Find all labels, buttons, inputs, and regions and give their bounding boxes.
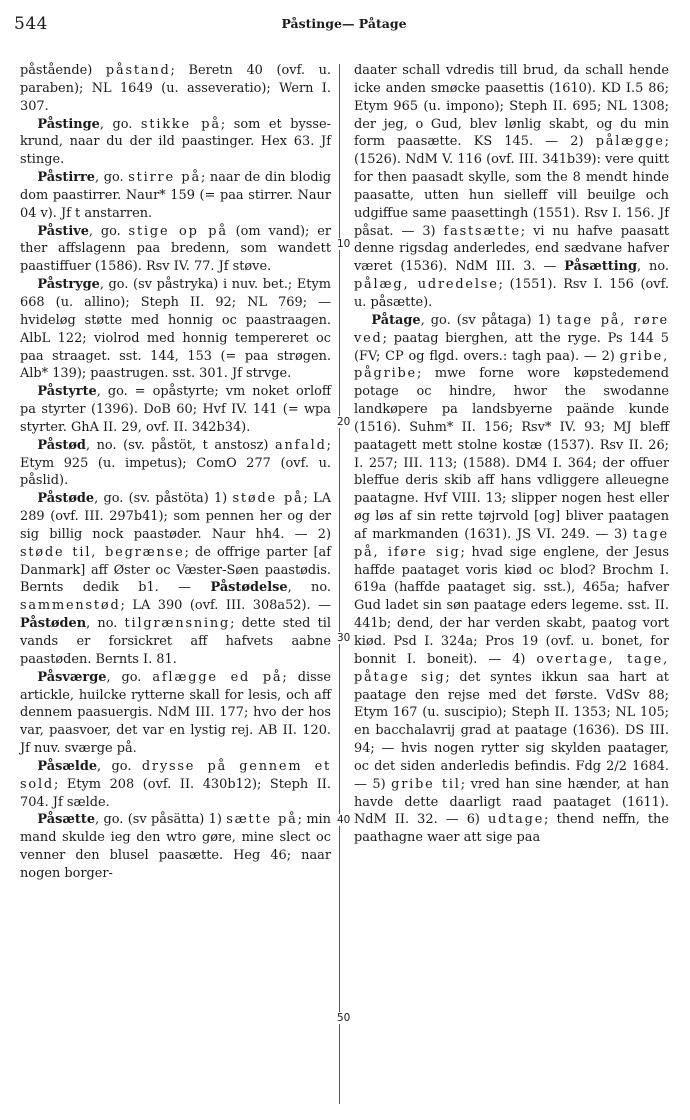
entry-continuation: daater schall vdredis till brud, da schall hende icke anden smøcke paasettis (1610). KD I.5 86; Etym 965 (u. impono); Steph II. 695; NL 1308; der jeg, o Gud, blev lønlig skabt, og du min form paasætte. KS 145. — 2) pålægge; (1526). NdM V. 116 (ovf. III. 341b39): vere quitt for then paasadt skylle, som the 8 mendt hinde paasatte, utten hun sielleff vill beuilge och udgiffue same paasettingh (1551). Rsv I. 156. Jf påsat. — 3) fastsætte; vi nu hafve paasatt denne rigsdag anderledes, end sædvane hafver været (1536). NdM III. 3. — Påsætting, no. pålæg, udredelse; (1551). Rsv I. 156 (ovf. u. påsætte).	[354, 63, 669, 310]
line-number-40: 40	[337, 814, 351, 826]
column-divider	[339, 64, 340, 1104]
entry-continuation: påstående) påstand; Beretn 40 (ovf. u. paraben); NL 1649 (u. asseveratio); Wern I. 307.	[20, 63, 331, 114]
entry-pastryge: Påstryge, go. (sv påstryka) i nuv. bet.; Etym 668 (u. allino); Steph II. 92; NL 769; — hvideløg støtte med honnig oc paastraagen. AlbL 122; violrod med honnig tempereret oc paa straaget. sst. 144, 153 (= paa strøgen. Alb* 139); paastrugen. sst. 301. Jf strvge.	[20, 277, 331, 382]
running-head: Påstinge— Påtage	[281, 16, 407, 31]
page-number: 544	[14, 14, 48, 34]
headword: Påstinge	[37, 116, 100, 132]
headword: Påstød	[37, 437, 86, 453]
headword: Påstøde	[37, 491, 95, 507]
line-number-10: 10	[337, 238, 351, 250]
headword: Påstive	[37, 223, 89, 239]
headword: Påsværge	[37, 669, 107, 685]
entry-pastirre: Påstirre, go. stirre på; naar de din blodig dom paastirrer. Naur* 159 (= paa stirrer. Naur 04 v). Jf t anstarren.	[20, 170, 331, 221]
entry-pasaette: Påsætte, go. (sv påsätta) 1) sætte på; min mand skulde ieg den wtro gøre, mine slect oc venner den blusel paasætte. Heg 46; naar nogen borger-	[20, 812, 331, 881]
sub-headword: Påstøden	[20, 616, 87, 632]
headword: Påsætte	[37, 812, 96, 828]
entry-pasvaerge: Påsværge, go. aflægge ed på; disse artickle, huilcke rytterne skall for lesis, och aff dennem paasuergis. NdM III. 177; hvo der hos var, paasvoer, det var en lystig rej. AB II. 120. Jf nuv. sværge på.	[20, 669, 331, 757]
entry-pasaelde: Påsælde, go. drysse på gennem et sold; Etym 208 (ovf. II. 430b12); Steph II. 704. Jf sælde.	[20, 758, 331, 810]
left-column	[20, 62, 331, 883]
sub-headword: Påstødelse	[210, 580, 288, 596]
headword: Påstirre	[37, 170, 95, 186]
entry-pastive: Påstive, go. stige op på (om vand); er ther affslagenn paa bredenn, som wandett paastiffuer (1586). Rsv IV. 77. Jf støve.	[20, 223, 331, 275]
line-number-50: 50	[337, 1012, 351, 1024]
headword: Påsælde	[37, 758, 98, 774]
entry-pastinge: Påstinge, go. stikke på; som et bysse-krund, naar du der ild paastinger. Hex 63. Jf stinge.	[20, 116, 331, 168]
entry-pastode: Påstøde, go. (sv. påstöta) 1) støde på; LA 289 (ovf. III. 297b41); som pennen her og der sig billig nock paastøder. Naur hh4. — 2) støde til, begrænse; de offrige parter [af Danmark] aff Øster oc Væster-Søen paastødis. Bernts dedik b1. — Påstødelse, no. sammenstød; LA 390 (ovf. III. 308a52). — Påstøden, no. tilgrænsning; dette sted til vands er forsickret aff hafvets aabne paastøden. Bernts I. 81.	[20, 491, 332, 667]
headword: Påstyrte	[37, 384, 97, 400]
headword: Påtage	[371, 312, 421, 328]
page-header	[14, 14, 674, 38]
line-number-20: 20	[337, 416, 351, 428]
entry-pastod: Påstød, no. (sv. påstöt, t anstosz) anfald; Etym 925 (u. impetus); ComO 277 (ovf. u. påslid).	[20, 437, 331, 489]
right-column	[354, 62, 669, 847]
entry-pastyrte: Påstyrte, go. = opåstyrte; vm noket orloff pa styrter (1396). DoB 60; Hvf IV. 141 (= wpa styrter. GhA II. 29, ovf. II. 342b34).	[20, 384, 331, 435]
line-number-30: 30	[337, 632, 351, 644]
headword: Påstryge	[37, 277, 100, 293]
entry-patage: Påtage, go. (sv påtaga) 1) tage på, røre ved; paatag bierghen, att the ryge. Ps 144 5 (FV; CP og flgd. overs.: tagh paa). — 2) gribe, pågribe; mwe forne wore køpstedemend potage oc hindre, hwor the swodanne landkøpere pa landsbyerne paände kunde (1516). Suhm* II. 156; Rsv* IV. 93; MJ bleff paatagett mett stolne kostæ (1537). Rsv II. 26; I. 257; III. 113; (1588). DM4 I. 364; der offuer bleffue deris skib aff hans vdliggere alleuegne paatagne. Hvf VIII. 13; slipper nogen hest eller øg løs af sin rette tøjrvold [og] bliver paatagen af markmanden (1631). JS VI. 249. — 3) tage på, iføre sig; hvad sige englene, der Jesus haffde paataget voris kiød oc blod? Brochm I. 619a (haffde paataget sig. sst.), 465a; hafver Gud ladet sin søn paatage eders legeme. sst. II. 441b; dend, der har verden skabt, paatog vort kiød. Psd I. 324a; Pros 19 (ovf. u. bonet, for bonnit I. boneit). — 4) overtage, tage, påtage sig; det syntes ikkun saa hart at paatage den rejse med det første. VdSv 88; Etym 167 (u. suscipio); Steph II. 1353; NL 105; en bacchalavrij grad at paatage (1636). DS III. 94; — hvis nogen rytter sig skylden paatager, oc det siden anderledis befindis. Fdg 2/2 1684. — 5) gribe til; vred han sine hænder, at han havde dette daarligt raad paataget (1611). NdM II. 32. — 6) udtage; thend neffn, the paathagne waer att sige paa	[354, 312, 669, 846]
sub-headword: Påsætting	[564, 259, 638, 275]
